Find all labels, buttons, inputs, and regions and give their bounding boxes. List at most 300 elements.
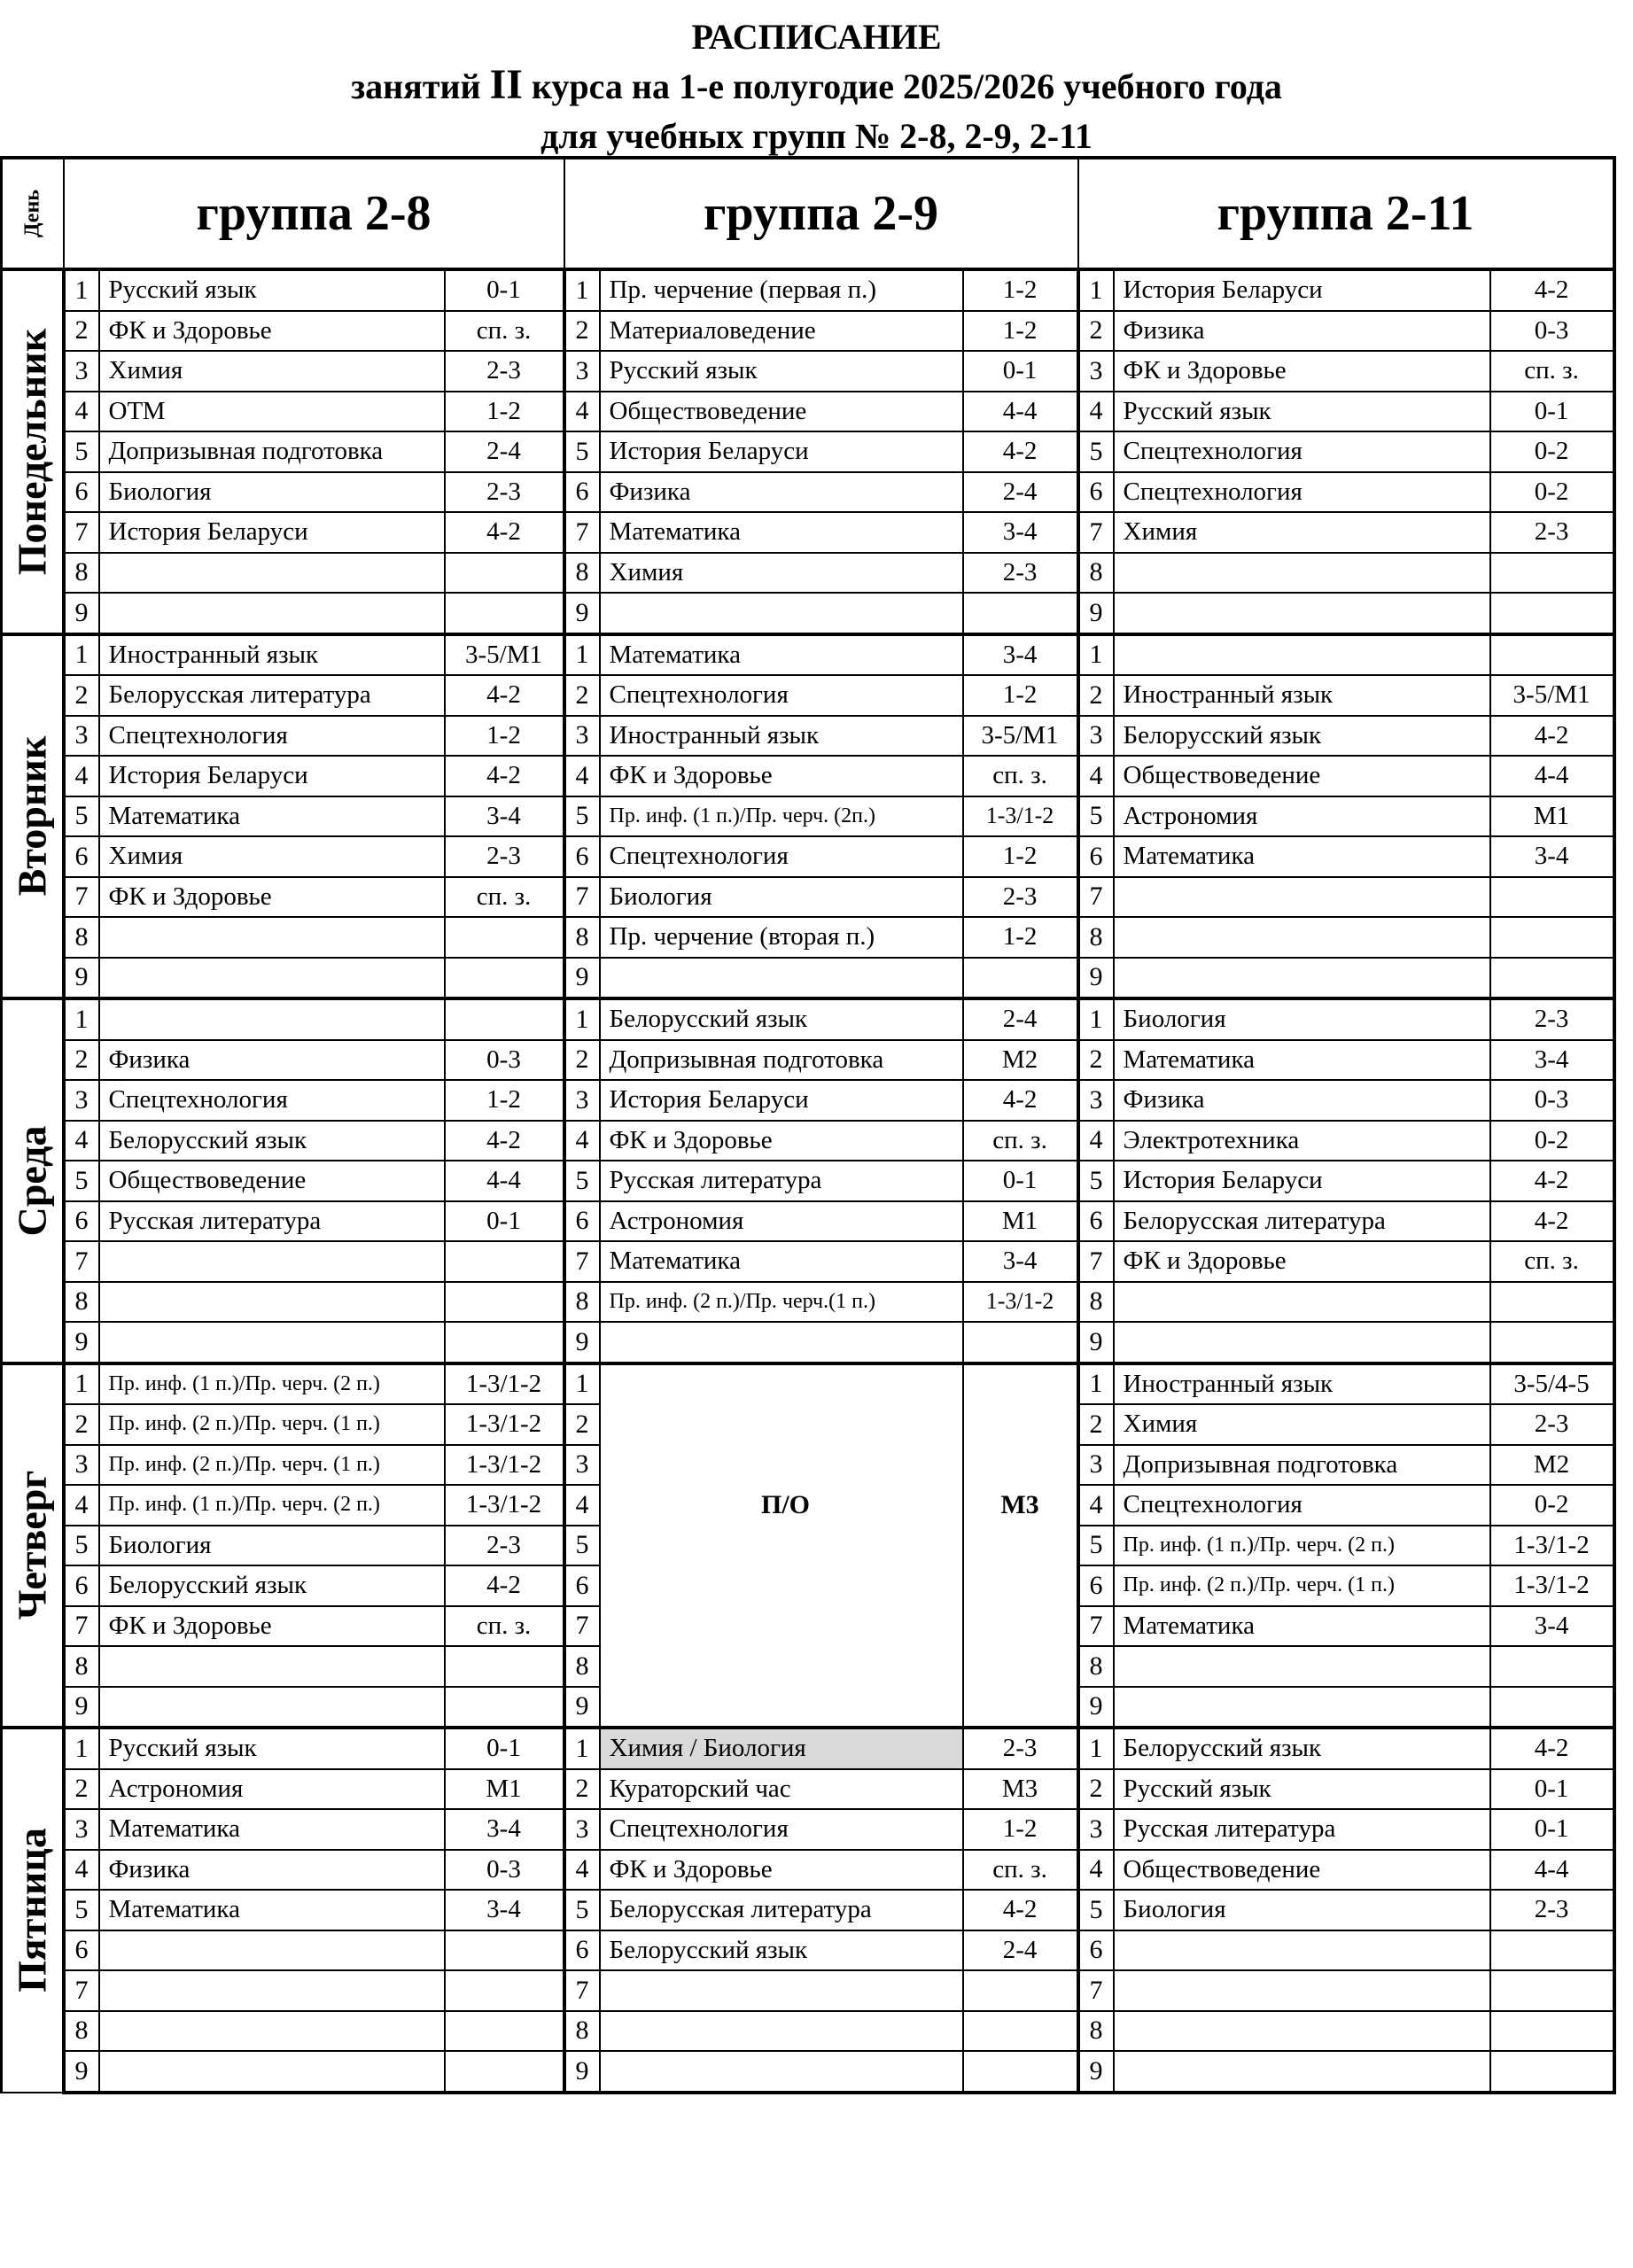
room-cell-g211: 4-2 [1490,1161,1614,1201]
lesson-number: 6 [564,472,600,513]
lesson-row [2,958,1614,999]
lesson-row [2,1606,1614,1647]
lesson-number: 6 [564,1565,600,1606]
subject-cell-g29: Математика [600,634,963,676]
room-cell-g211 [1490,1930,1614,1971]
subject-cell-g211: Пр. инф. (1 п.)/Пр. черч. (2 п.) [1114,1526,1490,1566]
subject-cell-g29 [600,1404,963,1445]
room-cell-g28: сп. з. [445,877,564,918]
lesson-number: 9 [1078,1322,1114,1363]
room-cell-g211 [1490,553,1614,594]
subject-cell-g211 [1114,877,1490,918]
lesson-number: 8 [64,2011,99,2052]
room-cell-g28: 4-2 [445,675,564,716]
subject-cell-g28: Астрономия [99,1769,445,1810]
subject-cell-g28: Допризывная подготовка [99,431,445,472]
room-cell-g211 [1490,2051,1614,2093]
subject-cell-g28: Пр. инф. (1 п.)/Пр. черч. (2 п.) [99,1485,445,1526]
lesson-number: 8 [1078,1646,1114,1687]
subject-cell-g28 [99,2011,445,2052]
room-cell-g29 [963,1526,1078,1566]
lesson-number: 7 [564,877,600,918]
room-cell-g28: 4-2 [445,1121,564,1161]
lesson-number: 6 [564,1930,600,1971]
lesson-number: 5 [1078,1526,1114,1566]
subject-cell-g211: Спецтехнология [1114,1485,1490,1526]
lesson-number: 8 [564,553,600,594]
lesson-row [2,1970,1614,2011]
lesson-number: 1 [1078,1728,1114,1769]
lesson-number: 6 [64,472,99,513]
lesson-number: 8 [64,917,99,958]
lesson-number: 8 [564,1282,600,1323]
subject-cell-g29: Спецтехнология [600,1809,963,1850]
lesson-number: 9 [564,593,600,634]
subject-cell-g29 [600,1565,963,1606]
lesson-number: 1 [64,634,99,676]
day-cell [2,1728,64,2093]
lesson-row [2,1201,1614,1242]
lesson-number: 5 [64,1890,99,1930]
lesson-number: 5 [64,1161,99,1201]
lesson-number: 8 [64,553,99,594]
subject-cell-g28: Биология [99,1526,445,1566]
room-cell-g211: 0-2 [1490,472,1614,513]
lesson-number: 4 [1078,756,1114,796]
lesson-number: 4 [564,756,600,796]
lesson-row [2,1526,1614,1566]
lesson-number: 3 [64,351,99,392]
lesson-number: 5 [564,1526,600,1566]
lesson-number: 7 [64,512,99,553]
subject-cell-g211 [1114,1282,1490,1323]
lesson-number: 5 [1078,1161,1114,1201]
subject-cell-g28 [99,1930,445,1971]
subject-cell-g211 [1114,958,1490,999]
lesson-row [2,1040,1614,1081]
subject-cell-g211 [1114,1322,1490,1363]
lesson-number: 2 [1078,1040,1114,1081]
lesson-number: 9 [64,593,99,634]
subject-cell-g28: Математика [99,1809,445,1850]
subject-cell-g29 [600,2011,963,2052]
subject-cell-g29: П/О [600,1485,963,1526]
lesson-number: 5 [564,1161,600,1201]
subject-cell-g29: Математика [600,512,963,553]
lesson-number: 1 [564,634,600,676]
room-cell-g211: сп. з. [1490,1241,1614,1282]
room-cell-g211: 1-3/1-2 [1490,1526,1614,1566]
lesson-number: 9 [564,1687,600,1728]
lesson-number: 7 [1078,1970,1114,2011]
room-cell-g29 [963,1606,1078,1647]
lesson-number: 4 [64,756,99,796]
lesson-number: 3 [564,1080,600,1121]
lesson-number: 7 [1078,512,1114,553]
room-cell-g29: 2-4 [963,998,1078,1040]
room-cell-g29: М3 [963,1485,1078,1526]
room-cell-g28 [445,1241,564,1282]
subject-cell-g29 [600,1445,963,1486]
room-cell-g28 [445,1687,564,1728]
room-cell-g28 [445,2011,564,2052]
subject-cell-g29 [600,1646,963,1687]
subject-cell-g28 [99,593,445,634]
subject-cell-g211: Белорусский язык [1114,1728,1490,1769]
day-label: Среда [9,1125,55,1237]
lesson-row [2,1445,1614,1486]
subject-cell-g28 [99,2051,445,2093]
room-cell-g29: сп. з. [963,756,1078,796]
lesson-row [2,1322,1614,1363]
lesson-number: 7 [64,1606,99,1647]
lesson-row [2,1485,1614,1526]
lesson-number: 4 [564,392,600,432]
subject-cell-g29: Белорусская литература [600,1890,963,1930]
room-cell-g29: 3-5/М1 [963,716,1078,757]
subject-cell-g29: Химия / Биология [600,1728,963,1769]
day-label: Четверг [9,1470,55,1620]
subject-cell-g28: Русский язык [99,1728,445,1769]
day-label: Пятница [9,1828,55,1993]
room-cell-g28 [445,958,564,999]
lesson-number: 8 [64,1646,99,1687]
lesson-number: 8 [1078,1282,1114,1323]
lesson-row [2,756,1614,796]
lesson-number: 2 [64,1404,99,1445]
subject-cell-g29 [600,1322,963,1363]
subject-cell-g29: Обществоведение [600,392,963,432]
room-cell-g28: сп. з. [445,311,564,352]
subject-cell-g28: Математика [99,1890,445,1930]
room-cell-g211: 0-2 [1490,1121,1614,1161]
room-cell-g211 [1490,2011,1614,2052]
lesson-number: 3 [64,716,99,757]
subject-cell-g29: Астрономия [600,1201,963,1242]
room-cell-g29: 2-3 [963,1728,1078,1769]
room-cell-g29: 4-2 [963,1080,1078,1121]
lesson-number: 1 [564,1728,600,1769]
subject-cell-g29: Кураторский час [600,1769,963,1810]
subject-cell-g29: Математика [600,1241,963,1282]
room-cell-g28: 0-1 [445,269,564,311]
room-cell-g29: М3 [963,1769,1078,1810]
lesson-number: 3 [564,716,600,757]
lesson-number: 9 [564,958,600,999]
room-cell-g28: 3-5/М1 [445,634,564,676]
lesson-number: 6 [1078,1201,1114,1242]
lesson-number: 3 [564,1445,600,1486]
lesson-number: 2 [564,311,600,352]
room-cell-g28: 2-4 [445,431,564,472]
day-cell [2,1363,64,1728]
room-cell-g28: 3-4 [445,796,564,837]
lesson-number: 4 [64,1850,99,1891]
lesson-row [2,877,1614,918]
room-cell-g211: 3-4 [1490,1040,1614,1081]
lesson-number: 6 [64,836,99,877]
room-cell-g28: 4-2 [445,756,564,796]
lesson-number: 1 [1078,1363,1114,1405]
room-cell-g211: 1-3/1-2 [1490,1565,1614,1606]
lesson-row [2,1282,1614,1323]
lesson-row [2,1687,1614,1728]
subject-cell-g28: ФК и Здоровье [99,311,445,352]
subject-cell-g28: История Беларуси [99,756,445,796]
subject-cell-g29: Химия [600,553,963,594]
room-cell-g211: 2-3 [1490,1890,1614,1930]
lesson-number: 1 [64,1728,99,1769]
lesson-number: 3 [64,1445,99,1486]
lesson-number: 7 [1078,877,1114,918]
subject-cell-g211: Астрономия [1114,796,1490,837]
room-cell-g29 [963,1445,1078,1486]
subject-cell-g29 [600,1363,963,1405]
subject-cell-g29: Русский язык [600,351,963,392]
lesson-number: 2 [564,1040,600,1081]
room-cell-g211 [1490,917,1614,958]
lesson-number: 4 [564,1485,600,1526]
room-cell-g29: 1-2 [963,836,1078,877]
room-cell-g28 [445,553,564,594]
room-cell-g29: 1-2 [963,675,1078,716]
lesson-row [2,1850,1614,1891]
room-cell-g28: 0-1 [445,1728,564,1769]
lesson-number: 3 [1078,1080,1114,1121]
subject-cell-g29 [600,1687,963,1728]
room-cell-g28: 1-3/1-2 [445,1363,564,1405]
group-header-2-8: группа 2-8 [64,158,564,269]
subject-cell-g211: Спецтехнология [1114,431,1490,472]
room-cell-g29 [963,593,1078,634]
room-cell-g211: сп. з. [1490,351,1614,392]
lesson-number: 4 [564,1121,600,1161]
lesson-number: 4 [64,392,99,432]
room-cell-g29: 1-2 [963,917,1078,958]
subject-cell-g211: Электротехника [1114,1121,1490,1161]
room-cell-g211 [1490,1687,1614,1728]
lesson-number: 2 [64,1769,99,1810]
subtitle-suffix: курса на 1-е полугодие 2025/2026 учебного года [522,66,1282,106]
room-cell-g29 [963,1322,1078,1363]
lesson-number: 9 [64,2051,99,2093]
room-cell-g211: 4-4 [1490,1850,1614,1891]
subject-cell-g28: ФК и Здоровье [99,1606,445,1647]
lesson-number: 7 [564,512,600,553]
day-cell [2,998,64,1363]
lesson-number: 3 [64,1809,99,1850]
lesson-number: 4 [564,1850,600,1891]
lesson-number: 6 [1078,472,1114,513]
lesson-number: 5 [64,796,99,837]
lesson-number: 4 [1078,1121,1114,1161]
room-cell-g28 [445,2051,564,2093]
room-cell-g211: 0-1 [1490,1809,1614,1850]
lesson-number: 8 [564,2011,600,2052]
room-cell-g211: 0-3 [1490,1080,1614,1121]
room-cell-g29: 0-1 [963,351,1078,392]
lesson-number: 6 [1078,1930,1114,1971]
lesson-number: 5 [64,431,99,472]
room-cell-g29: 1-3/1-2 [963,796,1078,837]
lesson-number: 3 [1078,1809,1114,1850]
lesson-number: 9 [64,1322,99,1363]
room-cell-g29: сп. з. [963,1121,1078,1161]
subject-cell-g29: Пр. инф. (2 п.)/Пр. черч.(1 п.) [600,1282,963,1323]
room-cell-g211 [1490,1646,1614,1687]
subject-cell-g211: ФК и Здоровье [1114,351,1490,392]
lesson-row [2,1890,1614,1930]
room-cell-g28 [445,1282,564,1323]
subject-cell-g211: Биология [1114,998,1490,1040]
room-cell-g29: 4-2 [963,431,1078,472]
room-cell-g29 [963,1970,1078,2011]
room-cell-g29: 3-4 [963,512,1078,553]
subject-cell-g28 [99,1646,445,1687]
subject-cell-g28 [99,1687,445,1728]
room-cell-g211: 0-2 [1490,431,1614,472]
room-cell-g29: М2 [963,1040,1078,1081]
subject-cell-g29 [600,593,963,634]
room-cell-g29: 1-3/1-2 [963,1282,1078,1323]
lesson-number: 2 [64,1040,99,1081]
lesson-number: 8 [1078,2011,1114,2052]
room-cell-g28: 0-3 [445,1850,564,1891]
subject-cell-g29: ФК и Здоровье [600,1850,963,1891]
room-cell-g29: сп. з. [963,1850,1078,1891]
subject-cell-g28: ОТМ [99,392,445,432]
subject-cell-g29: Биология [600,877,963,918]
subject-cell-g211: Русская литература [1114,1809,1490,1850]
lesson-row [2,1404,1614,1445]
lesson-row [2,1769,1614,1810]
subject-cell-g29 [600,958,963,999]
subject-cell-g29: Русская литература [600,1161,963,1201]
lesson-number: 7 [64,1970,99,2011]
lesson-number: 7 [564,1970,600,2011]
subject-cell-g29: История Беларуси [600,431,963,472]
lesson-number: 1 [64,1363,99,1405]
subject-cell-g28: Белорусский язык [99,1565,445,1606]
room-cell-g28: 4-2 [445,512,564,553]
lesson-number: 5 [1078,1890,1114,1930]
day-label: Вторник [9,735,55,897]
subject-cell-g28: Химия [99,836,445,877]
room-cell-g28: 2-3 [445,836,564,877]
lesson-number: 6 [64,1565,99,1606]
lesson-number: 9 [564,1322,600,1363]
subject-cell-g211: Пр. инф. (2 п.)/Пр. черч. (1 п.) [1114,1565,1490,1606]
room-cell-g28: 4-4 [445,1161,564,1201]
room-cell-g211: 3-5/М1 [1490,675,1614,716]
lesson-number: 1 [564,998,600,1040]
lesson-number: 1 [64,998,99,1040]
lesson-row [2,351,1614,392]
lesson-row [2,675,1614,716]
lesson-number: 4 [64,1121,99,1161]
lesson-number: 8 [564,917,600,958]
subject-cell-g29: Белорусский язык [600,1930,963,1971]
subject-cell-g29 [600,2051,963,2093]
room-cell-g29: 0-1 [963,1161,1078,1201]
lesson-number: 2 [1078,311,1114,352]
room-cell-g29: 2-4 [963,472,1078,513]
room-cell-g211: 3-5/4-5 [1490,1363,1614,1405]
lesson-number: 3 [1078,716,1114,757]
subject-cell-g211 [1114,634,1490,676]
lesson-row [2,2051,1614,2093]
subject-cell-g28: Русская литература [99,1201,445,1242]
subject-cell-g211: Белорусский язык [1114,716,1490,757]
room-cell-g211 [1490,1282,1614,1323]
room-cell-g211: 3-4 [1490,836,1614,877]
day-label: Понедельник [9,328,55,575]
subject-cell-g29 [600,1526,963,1566]
lesson-row [2,472,1614,513]
room-cell-g28: 4-2 [445,1565,564,1606]
room-cell-g29: 1-2 [963,311,1078,352]
room-cell-g28 [445,1930,564,1971]
schedule-body [2,269,1614,2093]
subject-cell-g28: Иностранный язык [99,634,445,676]
subject-cell-g28: Химия [99,351,445,392]
lesson-number: 6 [564,1201,600,1242]
subject-cell-g28 [99,917,445,958]
subject-cell-g211: Обществоведение [1114,1850,1490,1891]
lesson-number: 7 [64,1241,99,1282]
room-cell-g29: 2-3 [963,553,1078,594]
lesson-number: 3 [564,351,600,392]
group-header-2-11: группа 2-11 [1078,158,1614,269]
subject-cell-g211 [1114,1930,1490,1971]
subject-cell-g28: Математика [99,796,445,837]
subject-cell-g29: Пр. черчение (вторая п.) [600,917,963,958]
lesson-row [2,998,1614,1040]
lesson-number: 2 [64,675,99,716]
lesson-number: 3 [64,1080,99,1121]
lesson-number: 2 [1078,675,1114,716]
lesson-number: 2 [1078,1404,1114,1445]
room-cell-g211: М1 [1490,796,1614,837]
lesson-number: 4 [1078,392,1114,432]
subject-cell-g29: Спецтехнология [600,836,963,877]
lesson-number: 6 [1078,1565,1114,1606]
lesson-row [2,269,1614,311]
lesson-number: 4 [1078,1485,1114,1526]
room-cell-g211: 3-4 [1490,1606,1614,1647]
lesson-number: 6 [564,836,600,877]
subject-cell-g29: Физика [600,472,963,513]
day-cell [2,269,64,634]
lesson-row [2,1728,1614,1769]
lesson-row [2,431,1614,472]
room-cell-g211: 2-3 [1490,998,1614,1040]
room-cell-g211: 4-2 [1490,269,1614,311]
lesson-row [2,1646,1614,1687]
subject-cell-g211: Химия [1114,512,1490,553]
lesson-number: 1 [1078,998,1114,1040]
room-cell-g29 [963,1687,1078,1728]
room-cell-g29: 2-4 [963,1930,1078,1971]
lesson-row [2,512,1614,553]
room-cell-g211: 4-2 [1490,1201,1614,1242]
lesson-row [2,1809,1614,1850]
document-title: РАСПИСАНИЕ [691,17,942,57]
lesson-number: 7 [1078,1606,1114,1647]
subject-cell-g211 [1114,2051,1490,2093]
room-cell-g28: М1 [445,1769,564,1810]
subject-cell-g211: Допризывная подготовка [1114,1445,1490,1486]
